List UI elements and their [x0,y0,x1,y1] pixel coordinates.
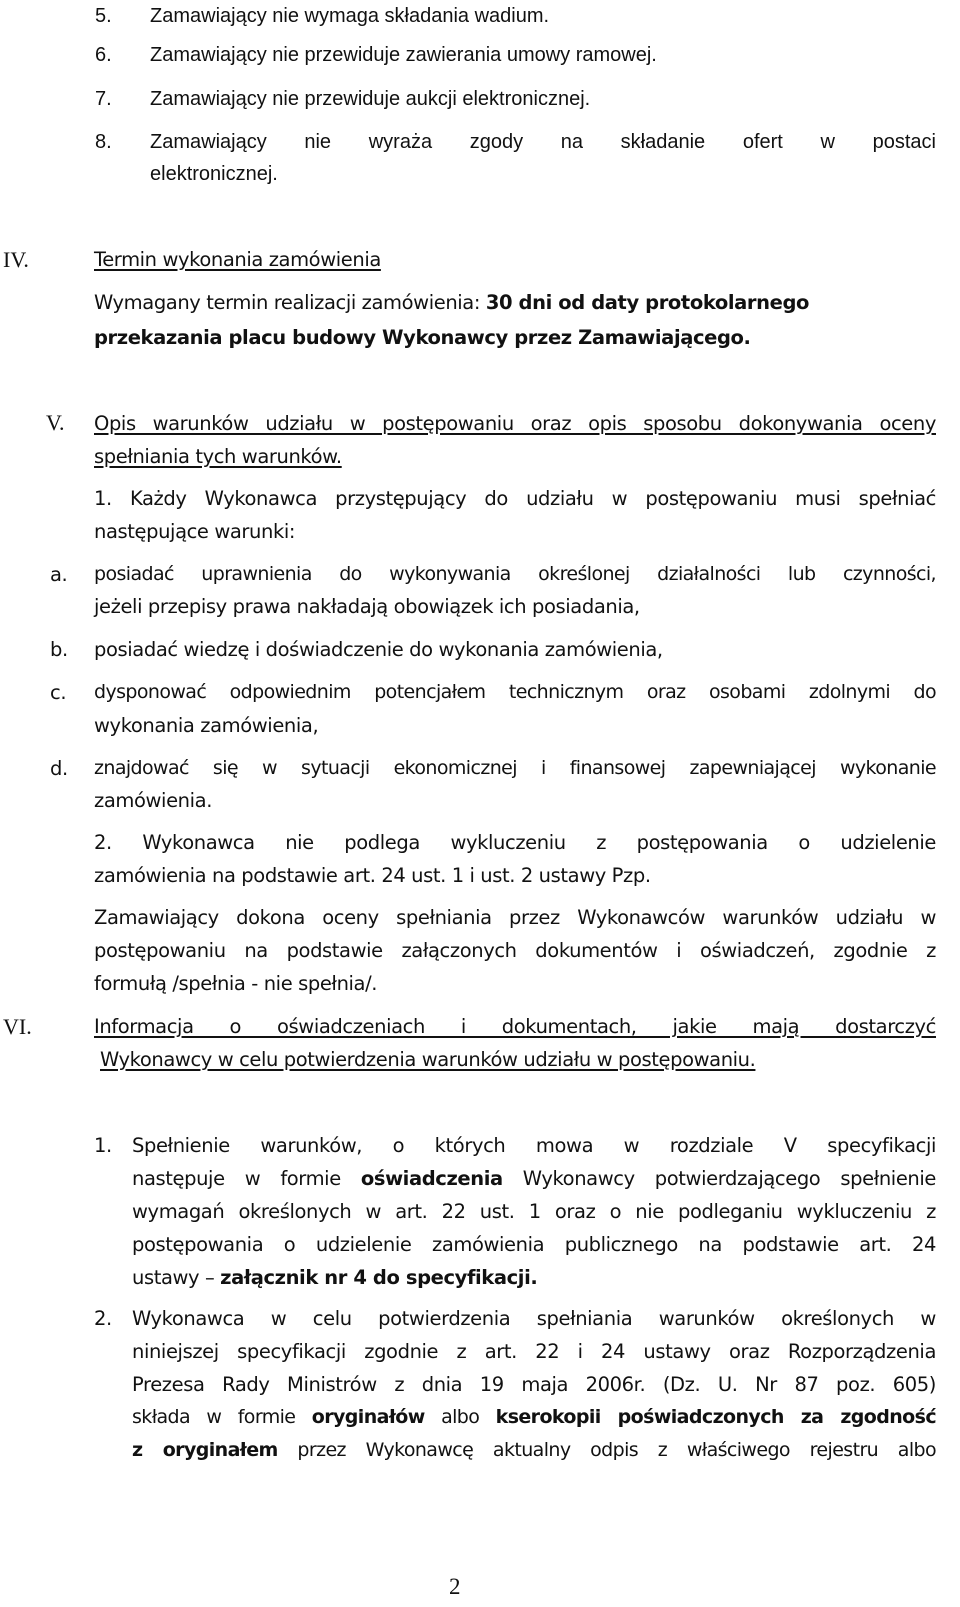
section-v-heading-line2: spełniania tych warunków. [94,445,342,468]
section-iv-line1 [94,293,809,313]
oryginalow-bold: oryginałów [311,1406,425,1428]
section-iv-line1-normal: Wymagany termin realizacji zamówienia: [94,291,486,314]
list-item-7: 7. [95,88,112,110]
section-vi-item2-line3: Prezesa Rady Ministrów z dnia 19 maja 2006r. (Dz. U. Nr 87 poz. 605) [132,1373,936,1396]
section-v-p2-line1: 2. Wykonawca nie podlega wykluczeniu z postępowania o udzielenie [94,831,936,854]
section-vi-item2-line5: z oryginałem przez Wykonawcę aktualny odpis z właściwego rejestru albo [132,1439,936,1461]
zalacznik-bold: załącznik nr 4 do specyfikacji. [220,1266,538,1289]
list-item-7-text: Zamawiający nie przewiduje aukcji elektronicznej. [150,88,591,110]
section-vi-heading-line1: Informacja o oświadczeniach i dokumentach, jakie mają dostarczyć [94,1015,936,1038]
section-iv-line1-bold: 30 dni od daty protokolarnego [485,291,810,314]
section-v-item-a-letter: a. [50,563,68,586]
section-vi-number: VI. [3,1014,32,1039]
kserokopii-bold: kserokopii poświadczonych za zgodność [495,1406,937,1428]
section-vi-item1-line5: ustawy – załącznik nr 4 do specyfikacji. [132,1266,538,1289]
section-vi-item1-line2: następuje w formie oświadczenia Wykonawcy potwierdzającego spełnienie [132,1167,936,1190]
section-vi-item2-number: 2. [94,1307,112,1330]
list-item-5: 5. [95,5,112,27]
section-v-item-a-line1: posiadać uprawnienia do wykonywania określonej działalności lub czynności, [94,563,936,585]
section-vi-item2-line1: Wykonawca w celu potwierdzenia spełniania warunków określonych w [132,1307,936,1330]
section-iv-heading: Termin wykonania zamówienia [94,248,381,271]
section-iv-line2: przekazania placu budowy Wykonawcy przez Zamawiającego. [94,326,751,349]
list-item-6-text: Zamawiający nie przewiduje zawierania umowy ramowej. [150,44,657,66]
oswiadczenia-bold: oświadczenia [360,1167,503,1190]
page-number: 2 [449,1574,461,1599]
section-v-item-d-letter: d. [50,757,68,780]
section-vi-item2-line4: składa w formie oryginałów albo kserokopii poświadczonych za zgodność [132,1406,937,1428]
section-v-item-d-line2: zamówienia. [94,789,212,812]
section-v-heading-line1: Opis warunków udziału w postępowaniu oraz opis sposobu dokonywania oceny [94,412,936,435]
section-v-p1-line2: następujące warunki: [94,520,296,543]
list-item-6: 6. [95,44,112,66]
section-v-p2-line2: zamówienia na podstawie art. 24 ust. 1 i ust. 2 ustawy Pzp. [94,864,651,887]
list-item-8-line1: Zamawiający nie wyraża zgody na składanie ofert w postaci [150,131,936,153]
section-vi-item1-number: 1. [94,1134,112,1157]
list-item-8: 8. [95,131,112,153]
section-v-p1-line1: 1. Każdy Wykonawca przystępujący do udziału w postępowaniu musi spełniać [94,487,936,510]
section-v-item-c-line1: dysponować odpowiednim potencjałem technicznym oraz osobami zdolnymi do [94,681,936,703]
section-v-p3-line2: postępowaniu na podstawie załączonych dokumentów i oświadczeń, zgodnie z [94,939,936,962]
section-vi-heading-line2: Wykonawcy w celu potwierdzenia warunków udziału w postępowaniu. [100,1048,756,1071]
z-oryginalem-bold: z oryginałem [132,1439,278,1461]
section-vi-item2-line2: niniejszej specyfikacji zgodnie z art. 22 i 24 ustawy oraz Rozporządzenia [132,1340,936,1363]
section-v-item-b-line1: posiadać wiedzę i doświadczenie do wykonania zamówienia, [94,638,663,661]
section-iv-number: IV. [3,247,29,272]
section-v-p3-line1: Zamawiający dokona oceny spełniania przez Wykonawców warunków udziału w [94,906,936,929]
section-v-p3-line3: formułą /spełnia - nie spełnia/. [94,972,378,995]
section-vi-item1-line3: wymagań określonych w art. 22 ust. 1 oraz o nie podleganiu wykluczeniu z [132,1200,936,1223]
section-v-item-d-line1: znajdować się w sytuacji ekonomicznej i finansowej zapewniającej wykonanie [94,757,936,779]
section-v-item-a-line2: jeżeli przepisy prawa nakładają obowiązek ich posiadania, [94,595,640,618]
list-item-8-line2: elektronicznej. [150,163,278,185]
section-vi-item1-line1: Spełnienie warunków, o których mowa w rozdziale V specyfikacji [132,1134,936,1157]
section-v-item-c-letter: c. [50,681,67,704]
section-v-item-c-line2: wykonania zamówienia, [94,714,319,737]
section-v-item-b-letter: b. [50,638,68,661]
section-vi-item1-line4: postępowania o udzielenie zamówienia publicznego na podstawie art. 24 [132,1233,936,1256]
list-item-5-text: Zamawiający nie wymaga składania wadium. [150,5,550,27]
section-v-number: V. [46,410,65,435]
